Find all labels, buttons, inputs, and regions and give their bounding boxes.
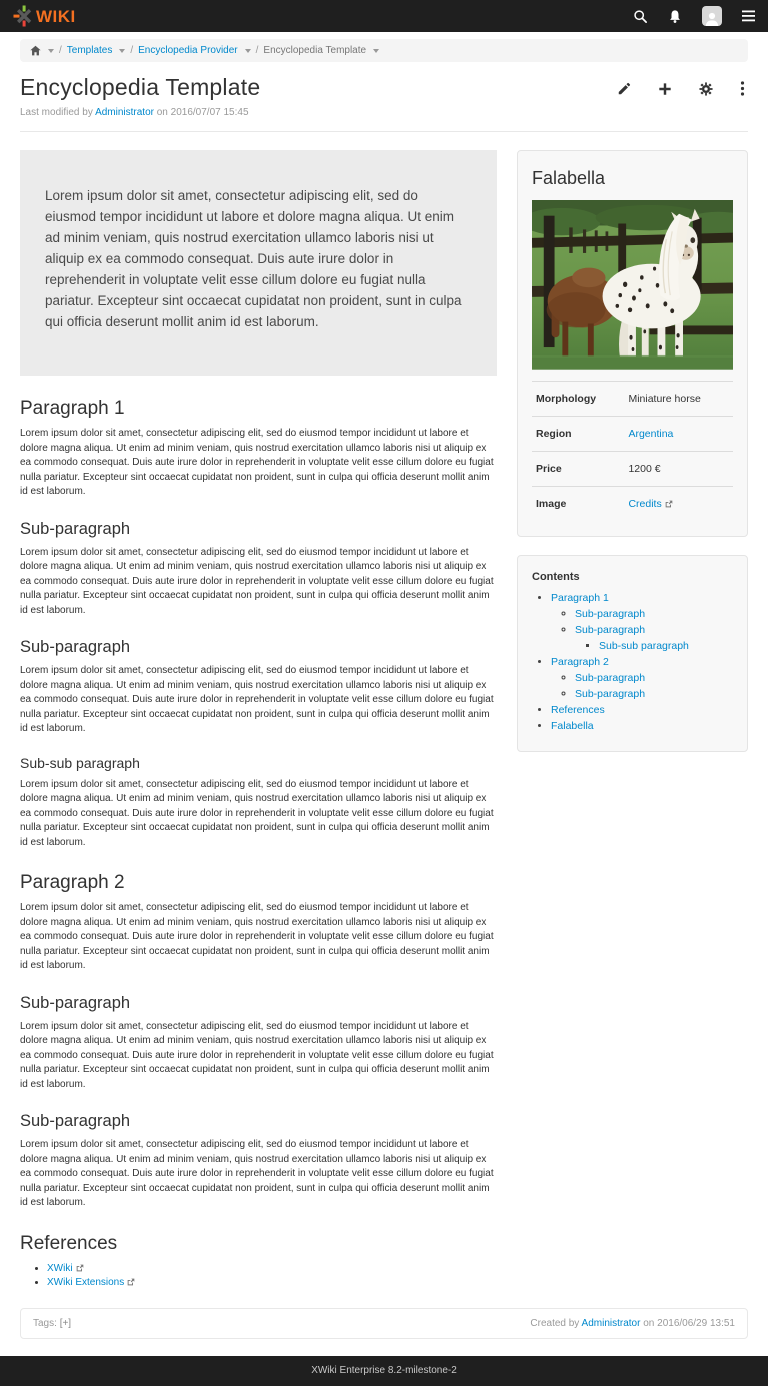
- sidebar: [517, 150, 748, 770]
- infobox-title: Falabella: [532, 168, 606, 188]
- created-user-link[interactable]: Administrator: [581, 1317, 641, 1329]
- toc-link-sub-paragraph[interactable]: Sub-paragraph: [575, 623, 646, 636]
- toc-link-paragraph-1[interactable]: Paragraph 1: [551, 591, 609, 604]
- toc-item: [575, 688, 733, 700]
- reference-list-item: [47, 1277, 497, 1288]
- infobox-panel: [517, 150, 748, 537]
- infobox-label: Region: [536, 427, 572, 440]
- notifications-bell-icon[interactable]: [668, 9, 682, 24]
- section-heading: Sub-paragraph: [20, 1112, 131, 1131]
- infobox-credits-link[interactable]: Credits: [628, 498, 672, 510]
- external-link-icon: [665, 500, 673, 508]
- xwiki-logo[interactable]: [13, 5, 76, 27]
- infobox-value: 1200 €: [628, 462, 661, 475]
- version-footer: XWiki Enterprise 8.2-milestone-2: [0, 1356, 768, 1386]
- section-sub-paragraph: [20, 638, 497, 737]
- edit-pencil-icon[interactable]: [617, 81, 631, 96]
- toc-item: [551, 592, 733, 652]
- drawer-menu-icon[interactable]: [742, 10, 755, 22]
- xwiki-logo-x-icon: [13, 5, 35, 27]
- main-content: [20, 150, 497, 1291]
- toc-link-paragraph-2[interactable]: Paragraph 2: [551, 655, 609, 668]
- created-prefix: Created by: [530, 1317, 580, 1329]
- section-sub-paragraph: [20, 520, 497, 619]
- infobox-row-morphology: [532, 381, 733, 416]
- infobox-label: Morphology: [536, 392, 597, 405]
- breadcrumb: [20, 39, 748, 62]
- section-heading: Sub-sub paragraph: [20, 754, 140, 771]
- section-paragraph: Lorem ipsum dolor sit amet, consectetur adipiscing elit, sed do eiusmod tempor incididunt ut labore et dolore magna aliqua. Ut enim ad minim veniam, quis nostrud exercitation ullamco laboris nisi ut aliquip ex ea commodo consequat. Duis aute irure dolor in reprehenderit in voluptate velit esse cillum dolore eu fugiat nulla pariatur. Excepteur sint occaecat cupidatat non proident, sunt in culpa qui officia deserunt mollit anim id est laborum.: [20, 778, 494, 848]
- section-sub-paragraph: [20, 994, 497, 1093]
- reference-link-xwiki-extensions[interactable]: XWiki Extensions: [47, 1277, 135, 1288]
- created-suffix: on 2016/06/29 13:51: [643, 1317, 735, 1329]
- external-link-icon: [76, 1264, 84, 1272]
- last-modified-prefix: Last modified by: [20, 107, 93, 118]
- toc-link-references[interactable]: References: [551, 703, 605, 716]
- external-link-icon: [127, 1278, 135, 1286]
- title-divider: [20, 131, 748, 132]
- infobox-label: Price: [536, 462, 562, 475]
- toc-link-sub-sub-paragraph[interactable]: Sub-sub paragraph: [599, 639, 689, 652]
- section-paragraph: Lorem ipsum dolor sit amet, consectetur adipiscing elit, sed do eiusmod tempor incididunt ut labore et dolore magna aliqua. Ut enim ad minim veniam, quis nostrud exercitation ullamco laboris nisi ut aliquip ex ea commodo consequat. Duis aute irure dolor in reprehenderit in voluptate velit esse cillum dolore eu fugiat nulla pariatur. Excepteur sint occaecat cupidatat non proident, sunt in culpa qui officia deserunt mollit anim id est laborum.: [20, 546, 494, 616]
- reference-link-xwiki[interactable]: XWiki: [47, 1263, 84, 1274]
- tags-label: Tags:: [33, 1317, 57, 1329]
- add-plus-icon[interactable]: [658, 81, 672, 96]
- section-paragraph: Lorem ipsum dolor sit amet, consectetur adipiscing elit, sed do eiusmod tempor incididunt ut labore et dolore magna aliqua. Ut enim ad minim veniam, quis nostrud exercitation ullamco laboris nisi ut aliquip ex ea commodo consequat. Duis aute irure dolor in reprehenderit in voluptate velit esse cillum dolore eu fugiat nulla pariatur. Excepteur sint occaecat cupidatat non proident, sunt in culpa qui officia deserunt mollit anim id est laborum.: [20, 428, 494, 498]
- breadcrumb-current-page: Encyclopedia Template: [263, 45, 367, 56]
- breadcrumb-separator: /: [59, 45, 62, 56]
- breadcrumb-link-templates[interactable]: Templates: [66, 45, 113, 56]
- infobox-label: Image: [536, 497, 567, 510]
- falabella-horse-photo: [532, 200, 733, 370]
- toc-item: [551, 720, 733, 732]
- section-paragraph: Lorem ipsum dolor sit amet, consectetur adipiscing elit, sed do eiusmod tempor incididunt ut labore et dolore magna aliqua. Ut enim ad minim veniam, quis nostrud exercitation ullamco laboris nisi ut aliquip ex ea commodo consequat. Duis aute irure dolor in reprehenderit in voluptate velit esse cillum dolore eu fugiat nulla pariatur. Excepteur sint occaecat cupidatat non proident, sunt in culpa qui officia deserunt mollit anim id est laborum.: [20, 1139, 494, 1209]
- infobox-value: Miniature horse: [628, 392, 701, 405]
- toc-link-sub-paragraph[interactable]: Sub-paragraph: [575, 671, 646, 684]
- section-paragraph: Lorem ipsum dolor sit amet, consectetur adipiscing elit, sed do eiusmod tempor incididunt ut labore et dolore magna aliqua. Ut enim ad minim veniam, quis nostrud exercitation ullamco laboris nisi ut aliquip ex ea commodo consequat. Duis aute irure dolor in reprehenderit in voluptate velit esse cillum dolore eu fugiat nulla pariatur. Excepteur sint occaecat cupidatat non proident, sunt in culpa qui officia deserunt mollit anim id est laborum.: [20, 665, 494, 735]
- tags-area: [33, 1318, 71, 1329]
- section-paragraph-1: [20, 398, 497, 500]
- toc-item: [551, 656, 733, 700]
- last-modified-line: [20, 107, 748, 118]
- contents-heading: Contents: [532, 570, 580, 583]
- infobox-row-image: [532, 486, 733, 521]
- toc-item: [575, 608, 733, 620]
- toc-link-sub-paragraph[interactable]: Sub-paragraph: [575, 607, 646, 620]
- toc-item: [575, 624, 733, 652]
- section-paragraph: Lorem ipsum dolor sit amet, consectetur adipiscing elit, sed do eiusmod tempor incididunt ut labore et dolore magna aliqua. Ut enim ad minim veniam, quis nostrud exercitation ullamco laboris nisi ut aliquip ex ea commodo consequat. Duis aute irure dolor in reprehenderit in voluptate velit esse cillum dolore eu fugiat nulla pariatur. Excepteur sint occaecat cupidatat non proident, sunt in culpa qui officia deserunt mollit anim id est laborum.: [20, 902, 494, 972]
- last-modified-suffix: on 2016/07/07 15:45: [156, 107, 249, 118]
- infobox-table: [532, 381, 733, 521]
- section-heading: Sub-paragraph: [20, 519, 131, 538]
- breadcrumb-caret-home[interactable]: [48, 49, 54, 53]
- created-line: [530, 1318, 735, 1329]
- page-title: Encyclopedia Template: [20, 74, 261, 100]
- toc-link-sub-paragraph[interactable]: Sub-paragraph: [575, 687, 646, 700]
- lead-summary-box: Lorem ipsum dolor sit amet, consectetur adipiscing elit, sed do eiusmod tempor incididunt ut labore et dolore magna aliqua. Ut enim ad minim veniam, quis nostrud exercitation ullamco laboris nisi ut aliquip ex ea commodo consequat. Duis aute irure dolor in reprehenderit in voluptate velit esse cillum dolore eu fugiat nulla pariatur. Excepteur sint occaecat cupidatat non proident, sunt in culpa qui officia deserunt mollit anim id est laborum.: [20, 150, 497, 376]
- search-icon[interactable]: [633, 9, 648, 24]
- infobox-row-price: [532, 451, 733, 486]
- home-icon[interactable]: [30, 45, 41, 56]
- reference-list-item: [47, 1263, 497, 1274]
- contents-panel: [517, 555, 748, 752]
- add-tag-button[interactable]: [+]: [59, 1317, 72, 1329]
- references-heading: References: [20, 1232, 118, 1254]
- section-heading: Paragraph 1: [20, 398, 125, 420]
- toc-item: [551, 704, 733, 716]
- breadcrumb-link-encyclopedia-provider[interactable]: Encyclopedia Provider: [138, 45, 238, 56]
- section-heading: Sub-paragraph: [20, 638, 131, 657]
- breadcrumb-caret-provider[interactable]: [245, 49, 251, 53]
- section-references: [20, 1233, 497, 1288]
- breadcrumb-caret-current[interactable]: [373, 49, 379, 53]
- more-kebab-icon[interactable]: [740, 81, 745, 96]
- toc-item: [575, 672, 733, 684]
- docinfo-bar: [20, 1308, 748, 1339]
- settings-gear-icon[interactable]: [699, 81, 713, 96]
- top-navbar: [0, 0, 768, 32]
- section-paragraph: Lorem ipsum dolor sit amet, consectetur adipiscing elit, sed do eiusmod tempor incididunt ut labore et dolore magna aliqua. Ut enim ad minim veniam, quis nostrud exercitation ullamco laboris nisi ut aliquip ex ea commodo consequat. Duis aute irure dolor in reprehenderit in voluptate velit esse cillum dolore eu fugiat nulla pariatur. Excepteur sint occaecat cupidatat non proident, sunt in culpa qui officia deserunt mollit anim id est laborum.: [20, 1020, 494, 1090]
- xwiki-logo-text: WIKI: [36, 6, 76, 26]
- last-modified-user-link[interactable]: Administrator: [95, 107, 154, 118]
- user-avatar[interactable]: [702, 6, 722, 26]
- toc-item: [599, 640, 733, 652]
- section-heading: Paragraph 2: [20, 872, 125, 894]
- breadcrumb-caret-templates[interactable]: [119, 49, 125, 53]
- toc-link-falabella[interactable]: Falabella: [551, 719, 594, 732]
- section-sub-paragraph: [20, 1112, 497, 1211]
- breadcrumb-separator: /: [130, 45, 134, 56]
- breadcrumb-separator: /: [255, 45, 259, 56]
- section-heading: Sub-paragraph: [20, 993, 131, 1012]
- infobox-region-link[interactable]: Argentina: [628, 427, 674, 440]
- section-sub-sub-paragraph: [20, 755, 497, 851]
- infobox-row-region: [532, 416, 733, 451]
- section-paragraph-2: [20, 872, 497, 974]
